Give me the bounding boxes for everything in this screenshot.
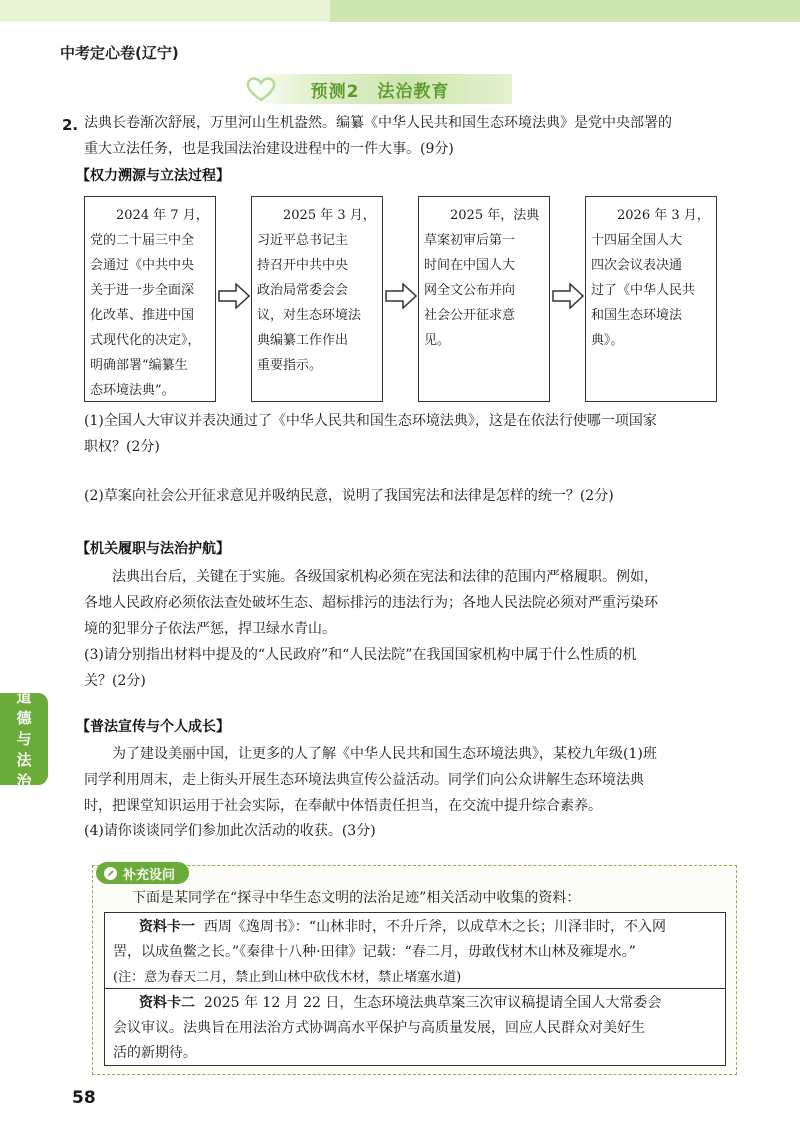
question-number: 2.	[62, 116, 79, 134]
book-title: 中考定心卷(辽宁)	[60, 44, 179, 62]
question-intro-line: 重大立法任务，也是我国法治建设进程中的一件大事。(9分)	[84, 141, 454, 157]
material-line: 境的犯罪分子依法严惩，捍卫绿水青山。	[84, 621, 336, 637]
flow-box-1	[84, 196, 216, 402]
flow-line: 明确部署“编纂生	[90, 358, 188, 373]
page-number: 58	[72, 1088, 96, 1108]
section-title	[311, 77, 450, 102]
material-line: 各地人民政府必须依法查处破坏生态、超标排污的违法行为；各地人民法院必须对严重污染环	[84, 595, 658, 611]
question-3-line: 关？(2分)	[84, 673, 146, 689]
card-note: (注：意为春天二月，禁止到山林中砍伐木材，禁止堵塞水道)	[113, 970, 462, 985]
material-line: 为了建设美丽中国，让更多的人了解《中华人民共和国生态环境法典》，某校九年级(1)班	[112, 746, 657, 762]
flow-line: 典》。	[591, 333, 624, 348]
header-band-accent	[330, 0, 800, 22]
part1-heading: 【权力溯源与立法过程】	[76, 168, 230, 184]
flow-line: 网全文公布并向	[424, 283, 516, 298]
material-card-2	[104, 988, 726, 1066]
flow-box-3	[418, 196, 550, 402]
flow-line: 化改革、推进中国	[90, 308, 195, 323]
subject-side-tab	[0, 687, 48, 790]
part2-material	[84, 564, 658, 642]
arrow-right-icon	[552, 283, 584, 309]
flow-line: 2025 年，法典	[450, 208, 540, 223]
question-1	[84, 408, 657, 460]
flow-line: 四次会议表决通	[591, 258, 683, 273]
flow-line: 见。	[424, 333, 451, 348]
flow-line: 会通过《中共中央	[90, 258, 195, 273]
part3-material	[84, 741, 657, 819]
pencil-icon	[104, 867, 117, 880]
card-line: 会议审议。法典旨在用法治方式协调高水平保护与高质量发展，回应人民群众对美好生	[113, 1020, 645, 1036]
question-4: (4)请你谈谈同学们参加此次活动的收获。(3分)	[84, 823, 376, 839]
side-tab-char: 法	[16, 750, 32, 769]
heart-icon	[244, 76, 278, 102]
flow-line: 2025 年 3 月，	[283, 208, 376, 223]
part2-heading: 【机关履职与法治护航】	[76, 541, 230, 557]
section-label: 预测2	[310, 81, 360, 102]
flow-line: 社会公开征求意	[424, 308, 516, 323]
flow-box-2	[251, 196, 383, 402]
flow-line: 持召开中共中央	[257, 258, 349, 273]
flow-line: 政治局常委会会	[257, 283, 349, 298]
flow-line: 2024 年 7 月，	[116, 208, 209, 223]
flow-line: 议，对生态环境法	[257, 308, 362, 323]
flow-line: 十四届全国人大	[591, 233, 683, 248]
flow-line: 2026 年 3 月，	[617, 208, 710, 223]
question-3-line: (3)请分别指出材料中提及的“人民政府”和“人民法院”在我国国家机构中属于什么性质的机	[84, 647, 637, 663]
flow-line: 关于进一步全面深	[90, 283, 195, 298]
supplement-label	[96, 862, 189, 884]
side-tab-char: 德	[16, 708, 32, 727]
flow-line: 过了《中华人民共	[591, 283, 696, 298]
flow-line: 式现代化的决定》，	[90, 333, 201, 348]
question-intro	[84, 110, 672, 162]
flow-line: 草案初审后第一	[424, 233, 516, 248]
supplement-intro: 下面是某同学在“探寻中华生态文明的法治足迹”相关活动中收集的资料：	[132, 890, 581, 906]
card-line: 资料卡一 西周《逸周书》：“山林非时，不升斤斧，以成草木之长；川泽非时，不入网	[139, 919, 667, 935]
card-title: 资料卡一	[139, 919, 195, 935]
question-3	[84, 642, 636, 694]
section-topic: 法治教育	[377, 81, 450, 102]
question-intro-line: 法典长卷渐次舒展，万里河山生机盎然。编纂《中华人民共和国生态环境法典》是党中央部署的	[84, 115, 672, 131]
side-tab-char: 道	[16, 687, 32, 706]
flow-line: 态环境法典”。	[90, 383, 175, 398]
material-line: 同学利用周末，走上街头开展生态环境法典宣传公益活动。同学们向公众讲解生态环境法典	[84, 772, 644, 788]
card-title: 资料卡二	[139, 995, 195, 1011]
arrow-right-icon	[385, 283, 417, 309]
card-line: 活的新期待。	[113, 1045, 197, 1061]
section-banner	[248, 74, 512, 104]
flow-line: 党的二十届三中全	[90, 233, 195, 248]
flow-line: 重要指示。	[257, 358, 323, 373]
question-1-line: 职权？(2分)	[84, 439, 160, 455]
flow-line: 典编纂工作作出	[257, 333, 349, 348]
side-tab-char: 治	[16, 771, 32, 790]
side-tab-char: 与	[16, 729, 32, 748]
flow-line: 和国生态环境法	[591, 308, 683, 323]
part3-heading: 【普法宣传与个人成长】	[76, 719, 230, 735]
card-line: 罟，以成鱼鳖之长。”《秦律十八种·田律》记载：“春二月，毋敢伐材木山林及雍堤水。”	[113, 944, 636, 960]
card-line: 资料卡二 2025 年 12 月 22 日，生态环境法典草案三次审议稿提请全国人大常委会	[139, 995, 662, 1011]
material-line: 时，把课堂知识运用于社会实际，在奉献中体悟责任担当，在交流中提升综合素养。	[84, 798, 602, 814]
question-1-line: (1)全国人大审议并表决通过了《中华人民共和国生态环境法典》，这是在依法行使哪一项国家	[84, 413, 657, 429]
flow-box-4	[585, 196, 717, 402]
flow-line: 时间在中国人大	[424, 258, 516, 273]
flow-line: 习近平总书记主	[257, 233, 349, 248]
material-card-1	[104, 912, 726, 990]
material-line: 法典出台后，关键在于实施。各级国家机构必须在宪法和法律的范围内严格履职。例如，	[112, 569, 658, 585]
arrow-right-icon	[218, 283, 250, 309]
question-2: (2)草案向社会公开征求意见并吸纳民意，说明了我国宪法和法律是怎样的统一？(2分)	[84, 488, 614, 504]
supplement-label-text: 补充设问	[123, 867, 176, 883]
